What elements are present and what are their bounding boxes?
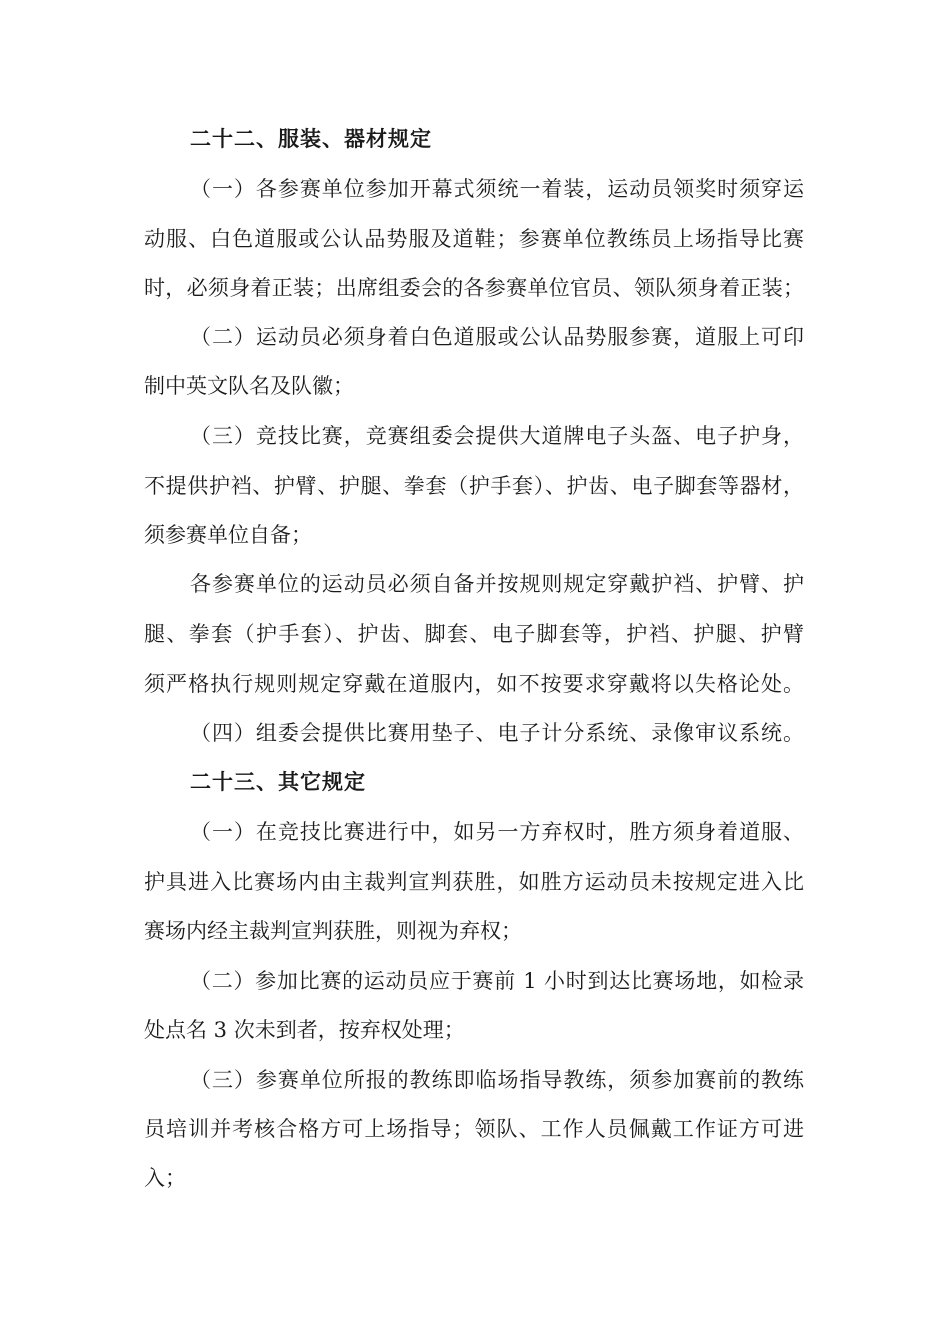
section-23-line: 入； [144, 1166, 186, 1190]
section-22-line: 动服、白色道服或公认品势服及道鞋；参赛单位教练员上场指导比赛 [144, 227, 804, 251]
section-22-line: （一）各参赛单位参加开幕式须统一着装，运动员领奖时须穿运 [190, 177, 804, 201]
section-22-line: （二）运动员必须身着白色道服或公认品势服参赛，道服上可印 [190, 325, 804, 349]
section-23-heading: 二十三、其它规定 [190, 769, 366, 794]
section-22-line: （四）组委会提供比赛用垫子、电子计分系统、录像审议系统。 [190, 721, 804, 745]
section-22-line: 腿、拳套（护手套）、护齿、脚套、电子脚套等，护裆、护腿、护臂 [144, 622, 804, 646]
section-22-line: 时，必须身着正装；出席组委会的各参赛单位官员、领队须身着正装； [144, 276, 804, 300]
section-23-line: （二）参加比赛的运动员应于赛前 1 小时到达比赛场地，如检录 [190, 969, 804, 993]
section-23-line: 处点名 3 次未到者，按弃权处理； [144, 1018, 465, 1042]
section-23-line: （三）参赛单位所报的教练即临场指导教练，须参加赛前的教练 [190, 1068, 804, 1092]
section-22-heading: 二十二、服装、器材规定 [190, 126, 432, 151]
section-23-line: （一）在竞技比赛进行中，如另一方弃权时，胜方须身着道服、 [190, 820, 804, 844]
section-23-line: 护具进入比赛场内由主裁判宣判获胜，如胜方运动员未按规定进入比 [144, 870, 804, 894]
section-22-line: 须严格执行规则规定穿戴在道服内，如不按要求穿戴将以失格论处。 [144, 672, 804, 696]
section-22-line: 制中英文队名及队徽； [144, 374, 354, 398]
section-23-line: 赛场内经主裁判宣判获胜，则视为弃权； [144, 919, 522, 943]
section-23-line: 员培训并考核合格方可上场指导；领队、工作人员佩戴工作证方可进 [144, 1117, 804, 1141]
section-22-line: 各参赛单位的运动员必须自备并按规则规定穿戴护裆、护臂、护 [190, 572, 804, 596]
section-22-line: 须参赛单位自备； [144, 523, 312, 547]
section-22-line: （三）竞技比赛，竞赛组委会提供大道牌电子头盔、电子护身， [190, 424, 804, 448]
section-22-line: 不提供护裆、护臂、护腿、拳套（护手套）、护齿、电子脚套等器材， [144, 474, 804, 498]
